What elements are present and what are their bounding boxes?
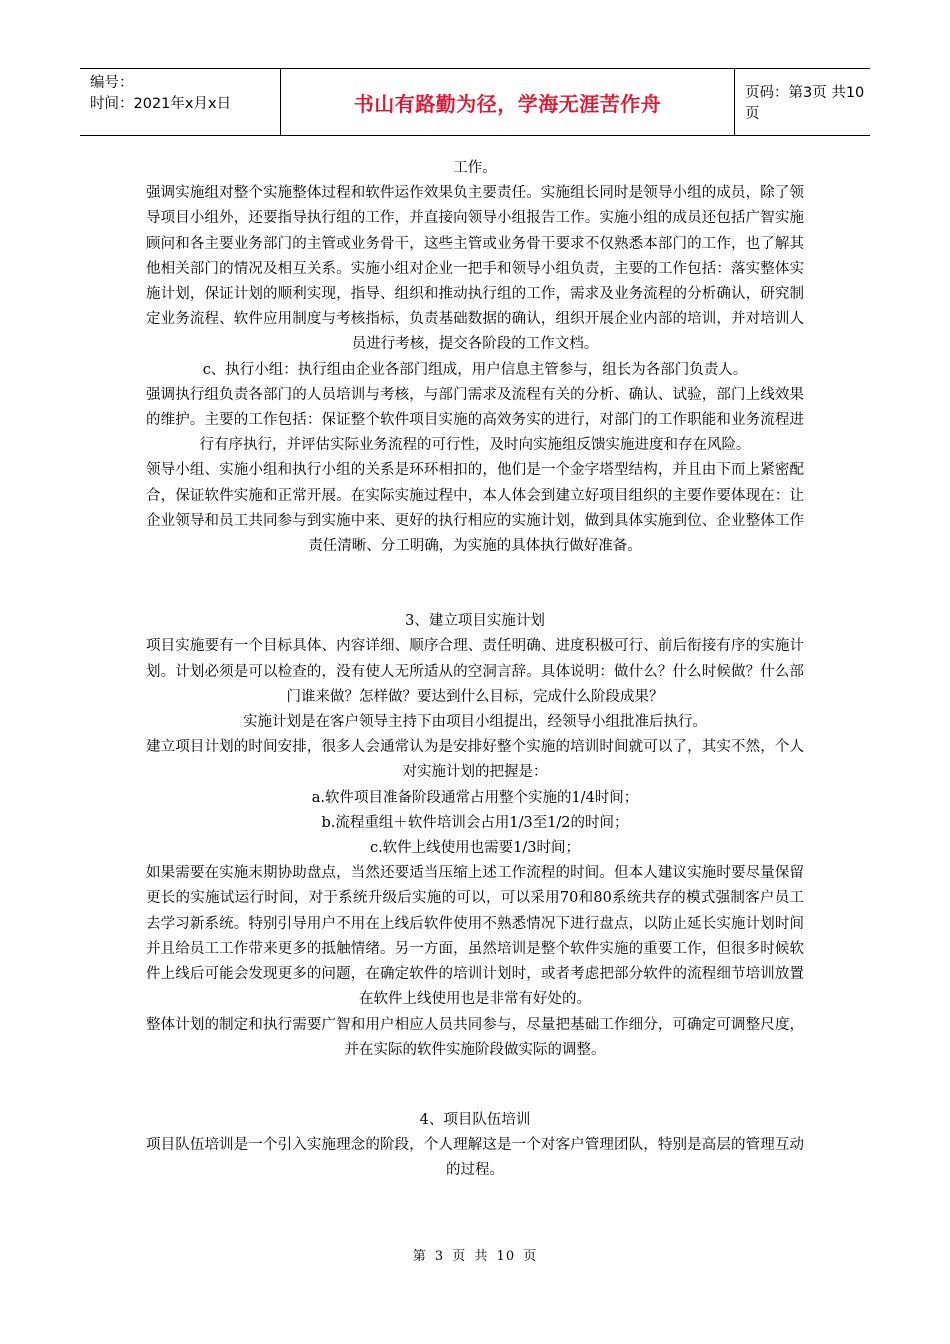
header-motto-cell (280, 69, 735, 135)
header-motto: 书山有路勤为径，学海无涯苦作舟 (353, 91, 662, 116)
section-spacer (146, 1063, 804, 1108)
paragraph: 强调实施组对整个实施整体过程和软件运作效果负主要责任。实施组长同时是领导小组的成员，除了领导项目小组外，还要指导执行组的工作，并直接向领导小组报告工作。实施小组的成员还包括广智实施顾问和各主要业务部门的主管或业务骨干，这些主管或业务骨干要求不仅熟悉本部门的工作，也了解其他相关部门的情况及相互关系。实施小组对企业一把手和领导小组负责，主要的工作包括：落实整体实施计划，保证计划的顺利实现，指导、组织和推动执行组的工作，需求及业务流程的分析确认，研究制定业务流程、软件应用制度与考核指标，负责基础数据的确认，组织开展企业内部的培训，并对培训人员进行考核，提交各阶段的工作文档。 (146, 185, 804, 353)
paragraph: 如果需要在实施末期协助盘点，当然还要适当压缩上述工作流程的时间。但本人建议实施时要尽量保留更长的实施试运行时间，对于系统升级后实施的可以，可以采用70和80系统共存的模式强制客户员工去学习新系统。特别引导用户不用在上线后软件使用不熟悉情况下进行盘点，以防止延长实施计划时间并且给员工工作带来更多的抵触情绪。另一方面，虽然培训是整个软件实施的重要工作，但很多时候软件上线后可能会发现更多的问题，在确定软件的培训计划时，或者考虑把部分软件的流程细节培训放置在软件上线使用也是非常有好处的。 (146, 865, 804, 1008)
list-item: b.流程重组＋软件培训会占用1/3至1/2的时间； (321, 814, 629, 831)
document-body (146, 156, 804, 1184)
section-heading: 4、项目队伍培训 (419, 1111, 531, 1128)
paragraph: 整体计划的制定和执行需要广智和用户相应人员共同参与，尽量把基础工作细分，可确定可调整尺度，并在实际的软件实施阶段做实际的调整。 (146, 1016, 804, 1058)
list-item: a.软件项目准备阶段通常占用整个实施的1/4时间； (311, 789, 639, 806)
list-item: c.软件上线使用也需要1/3时间； (369, 840, 581, 857)
section-heading: 3、建立项目实施计划 (405, 613, 545, 630)
page-info-text: 页码：第3页 共10页 (745, 85, 865, 122)
paragraph: 实施计划是在客户领导主持下由项目小组提出，经领导小组批准后执行。 (243, 714, 707, 731)
document-number-label: 编号： (90, 75, 134, 91)
page-footer: 第 3 页 共 10 页 (412, 1249, 538, 1264)
document-date: 时间：2021年x月x日 (90, 96, 232, 112)
page-header (80, 68, 870, 136)
paragraph: 项目队伍培训是一个引入实施理念的阶段，个人理解这是一个对客户管理团队，特别是高层的管理互动的过程。 (146, 1137, 804, 1179)
paragraph: 建立项目计划的时间安排，很多人会通常认为是安排好整个实施的培训时间就可以了，其实不然，个人对实施计划的把握是： (146, 739, 804, 781)
section-spacer (146, 559, 804, 609)
paragraph: 项目实施要有一个目标具体、内容详细、顺序合理、责任明确、进度积极可行、前后衔接有序的实施计划。计划必须是可以检查的，没有使人无所适从的空洞言辞。具体说明：做什么？什么时候做？什么部门谁来做？怎样做？要达到什么目标，完成什么阶段成果？ (146, 638, 804, 705)
paragraph: 强调执行组负责各部门的人员培训与考核，与部门需求及流程有关的分析、确认、试验，部门上线效果的维护。主要的工作包括：保证整个软件项目实施的高效务实的进行，对部门的工作职能和业务流程进行有序执行，并评估实际业务流程的可行性，及时向实施组反馈实施进度和存在风险。 (146, 386, 804, 454)
paragraph: c、执行小组：执行组由企业各部门组成，用户信息主管参与，组长为各部门负责人。 (202, 361, 748, 378)
paragraph: 领导小组、实施小组和执行小组的关系是环环相扣的，他们是一个金字塔型结构，并且由下而上紧密配合，保证软件实施和正常开展。在实际实施过程中，本人体会到建立好项目组织的主要作要体现在：让企业领导和员工共同参与到实施中来、更好的执行相应的实施计划，做到具体实施到位、企业整体工作责任清晰、分工明确，为实施的具体执行做好准备。 (146, 462, 804, 555)
paragraph: 工作。 (453, 160, 497, 176)
header-meta (80, 69, 280, 135)
header-page-info (735, 69, 870, 135)
